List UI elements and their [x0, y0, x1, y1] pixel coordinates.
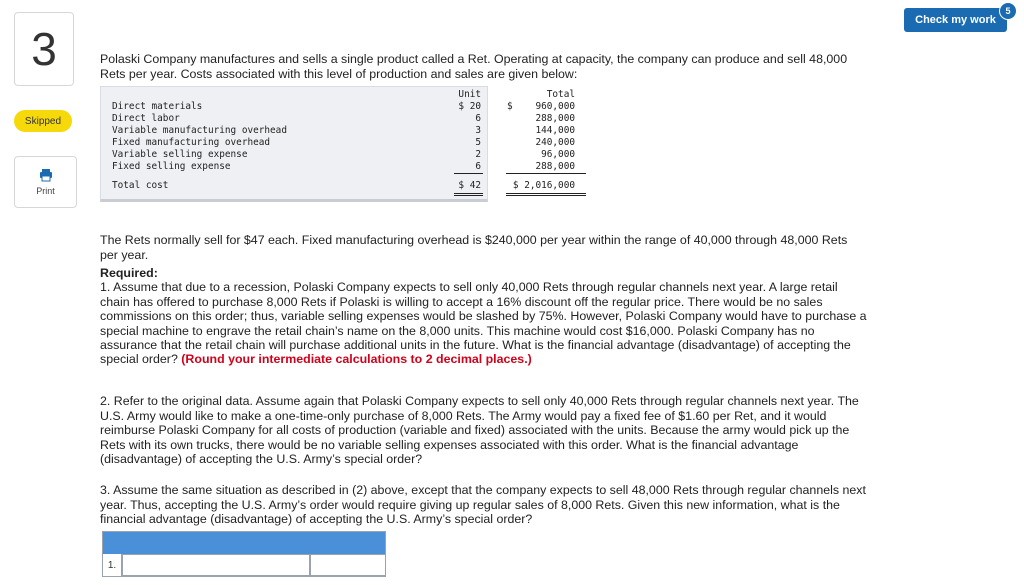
cost-total: 960,000	[535, 101, 575, 112]
total-cost-total: $ 2,016,000	[512, 180, 575, 191]
printer-icon	[39, 168, 53, 182]
answer-row-label: 1.	[103, 554, 122, 576]
answer-table	[102, 531, 386, 577]
cost-label: Direct materials	[112, 101, 203, 112]
cost-total: 288,000	[535, 161, 575, 172]
intro-text: Polaski Company manufactures and sells a single product called a Ret. Operating at capacity, the company can produce and sell 48,000 Rets per year. Costs associated with this level of production and sales are given below:	[100, 52, 848, 81]
total-underline	[506, 173, 586, 174]
rounding-note: (Round your intermediate calculations to 2 decimal places.)	[181, 352, 532, 367]
cost-label: Direct labor	[112, 113, 180, 124]
cost-total: 288,000	[535, 113, 575, 124]
total-cost-unit: $ 42	[458, 180, 481, 191]
question-2-text: 2. Refer to the original data. Assume again that Polaski Company expects to sell only 40,000 Rets through regular channels next year. The U.S. Army would like to make a one-time-only purchase of 8,000 Rets. The Army would pay a fixed fee of $1.60 per Ret, and it would reimburse Polaski Company for all costs of production (variable and fixed) associated with the units. Because the army would pick up the Rets with its own trucks, there would be no variable selling expenses associated with this order. What is the financial advantage (disadvantage) of accepting the U.S. Army’s special order?	[100, 394, 859, 467]
answer-amount-input[interactable]	[310, 554, 386, 576]
question-1-text: 1. Assume that due to a recession, Polaski Company expects to sell only 40,000 Rets through regular channels next year. A large retail chain has offered to purchase 8,000 Rets if Polaski is willing to accept a 16% discount off the regular price. There would be no sales commissions on this order; thus, variable selling expenses would be slashed by 75%. However, Polaski Company would have to purchase a special machine to engrave the retail chain’s name on the 8,000 units. This machine would cost $16,000. Polaski Company has no assurance that the retail chain will purchase additional units in the future. What is the financial advantage (disadvantage) of accepting the special order? (Round your intermediate calculations to 2 decimal places.)	[100, 280, 867, 367]
cost-unit: $ 20	[458, 101, 481, 112]
answer-description-input[interactable]	[122, 554, 310, 576]
cost-total: 144,000	[535, 125, 575, 136]
question-3-text: 3. Assume the same situation as described in (2) above, except that the company expects to sell 48,000 Rets through regular channels next year. Thus, accepting the U.S. Army’s order would require giving up regular sales of 8,000 Rets. Given this new information, what is the financial advantage (disadvantage) of accepting the U.S. Army’s special order?	[100, 483, 866, 527]
cost-unit: 3	[475, 125, 481, 136]
cost-total: 240,000	[535, 137, 575, 148]
required-section	[100, 266, 870, 367]
answer-table-header	[103, 532, 385, 554]
total-double-underline	[506, 193, 586, 196]
print-label: Print	[36, 186, 55, 196]
cost-label: Fixed selling expense	[112, 161, 231, 172]
check-count-badge: 5	[999, 2, 1017, 20]
cost-label: Fixed manufacturing overhead	[112, 137, 271, 148]
total-header: Total	[546, 89, 575, 100]
cost-currency: $	[507, 101, 513, 112]
unit-double-underline	[454, 193, 483, 196]
cost-unit: 6	[475, 161, 481, 172]
cost-unit: 2	[475, 149, 481, 160]
cost-label: Variable manufacturing overhead	[112, 125, 287, 136]
question-number: 3	[14, 12, 74, 86]
status-badge: Skipped	[14, 110, 72, 132]
total-cost-label: Total cost	[112, 180, 169, 191]
price-paragraph: The Rets normally sell for $47 each. Fixed manufacturing overhead is $240,000 per year within the range of 40,000 through 48,000 Rets per year.	[100, 233, 848, 262]
print-button[interactable]	[14, 156, 77, 208]
cost-total: 96,000	[541, 149, 575, 160]
unit-underline	[454, 173, 483, 174]
cost-unit: 5	[475, 137, 481, 148]
unit-header: Unit	[458, 89, 481, 100]
cost-table	[100, 86, 575, 202]
cost-label: Variable selling expense	[112, 149, 248, 160]
check-my-work-button[interactable]: Check my work	[904, 8, 1007, 32]
cost-unit: 6	[475, 113, 481, 124]
required-heading: Required:	[100, 266, 158, 280]
